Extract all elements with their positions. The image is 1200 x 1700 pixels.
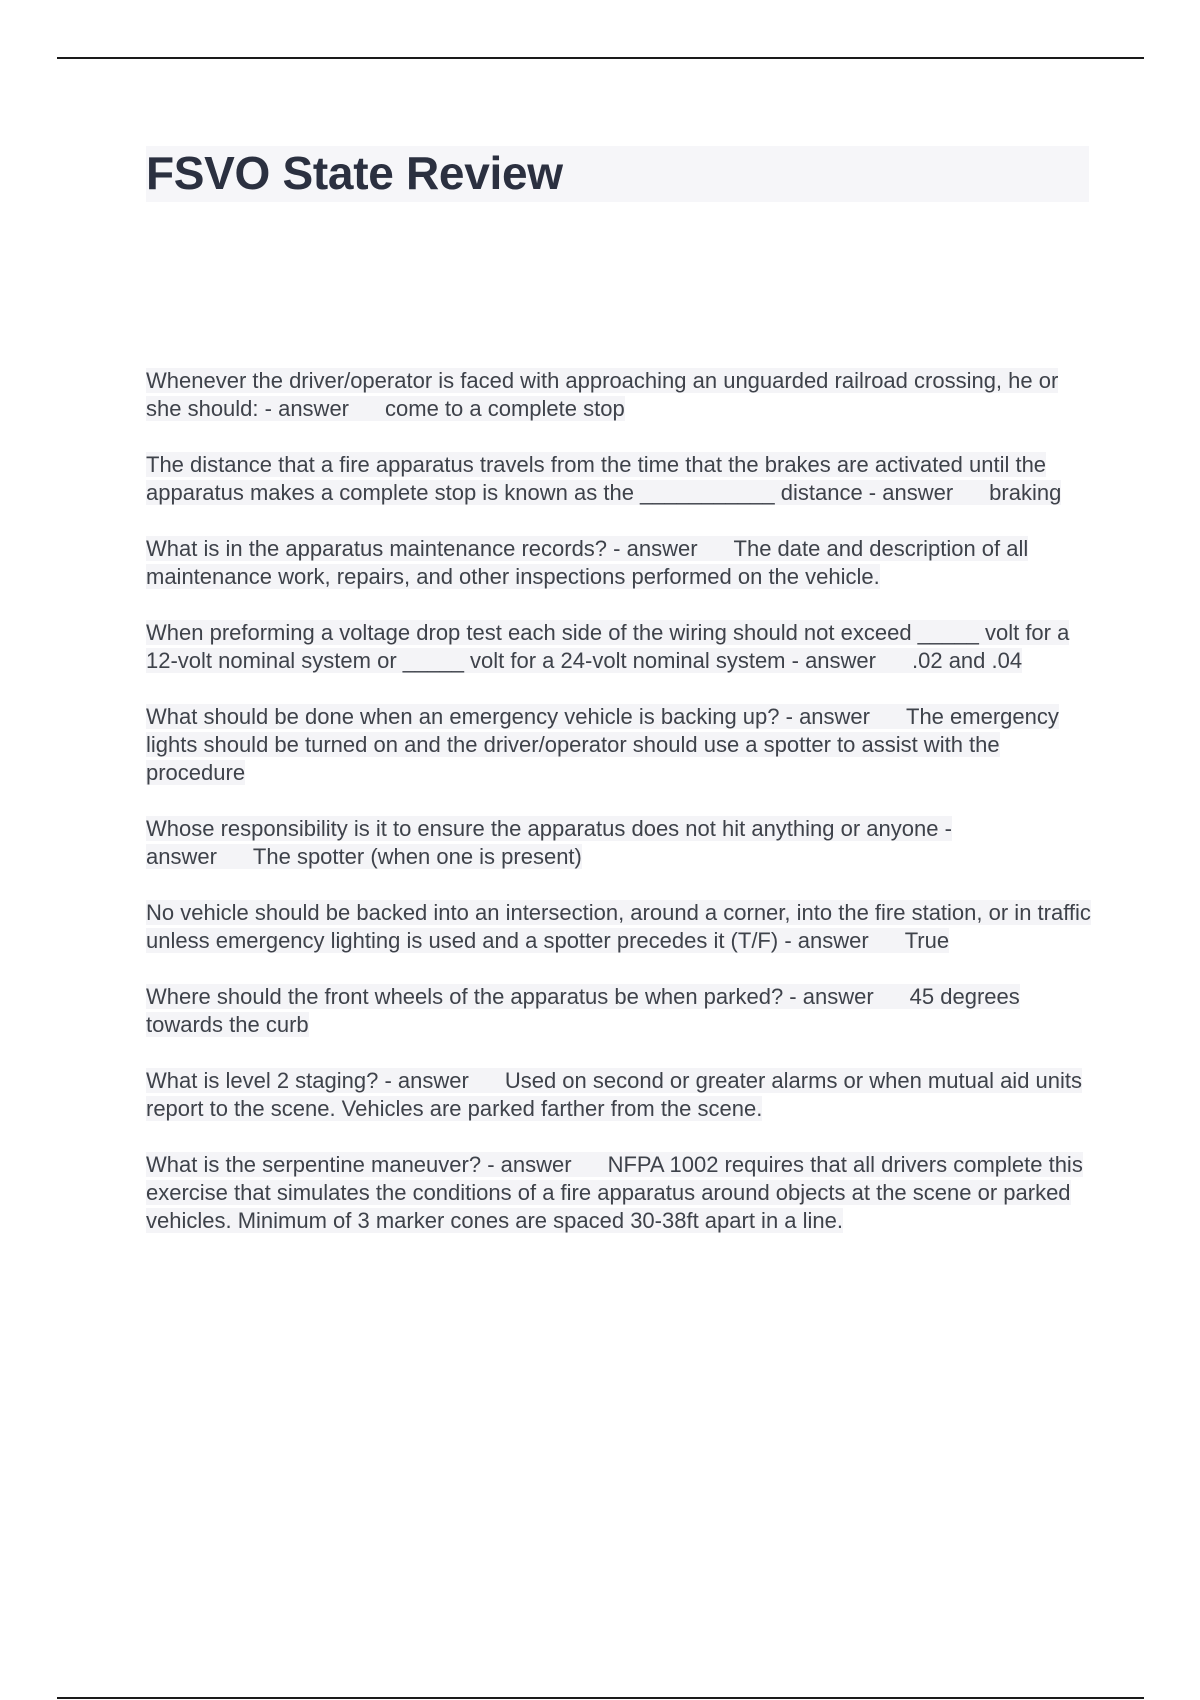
- answer-marker: - answer: [258, 396, 350, 421]
- question-text: What should be done when an emergency vehicle is backing up?: [146, 704, 780, 729]
- qa-item-3: [146, 535, 1096, 591]
- answer-marker: - answer: [378, 1068, 469, 1093]
- question-text: Whenever the driver/operator is faced with approaching an unguarded railroad crossing, he or she should:: [146, 368, 1059, 421]
- qa-item-4: [146, 619, 1096, 675]
- answer-text: NFPA 1002 requires that all drivers complete this exercise that simulates the conditions of a fire apparatus around objects at the scene or parked vehicles. Minimum of 3 marker cones are spaced 30-38ft apart in a line.: [146, 1152, 1083, 1233]
- answer-marker: - answer: [146, 816, 952, 869]
- answer-marker: - answer: [779, 704, 870, 729]
- bottom-rule: [57, 1697, 1144, 1699]
- qa-item-2: [146, 451, 1096, 507]
- question-text: Where should the front wheels of the apparatus be when parked?: [146, 984, 784, 1009]
- answer-marker: - answer: [778, 928, 869, 953]
- answer-text: 45 degrees towards the curb: [146, 984, 1020, 1037]
- answer-text: .02 and .04: [876, 648, 1022, 673]
- answer-marker: - answer: [607, 536, 698, 561]
- answer-text: Used on second or greater alarms or when mutual aid units report to the scene. Vehicles are parked farther from the scene.: [146, 1068, 1083, 1121]
- question-text: What is the serpentine maneuver?: [146, 1152, 482, 1177]
- answer-text: The date and description of all maintenance work, repairs, and other inspections performed on the vehicle.: [146, 536, 1029, 589]
- question-text: What is level 2 staging?: [146, 1068, 379, 1093]
- question-text: The distance that a fire apparatus travels from the time that the brakes are activated until the apparatus makes a complete stop is known as the ___________ distance: [146, 452, 1047, 505]
- answer-text: The emergency lights should be turned on and the driver/operator should use a spotter to assist with the procedure: [146, 704, 1059, 785]
- answer-marker: - answer: [785, 648, 876, 673]
- answer-marker: - answer: [783, 984, 874, 1009]
- qa-list: [146, 367, 1096, 1263]
- qa-item-1: [146, 367, 1096, 423]
- question-text: When preforming a voltage drop test each side of the wiring should not exceed _____ volt for a 12-volt nominal system or _____ volt for a 24-volt nominal system: [146, 620, 1070, 673]
- question-text: Whose responsibility is it to ensure the apparatus does not hit anything or anyone: [146, 816, 939, 841]
- qa-item-9: [146, 1067, 1096, 1123]
- qa-item-5: [146, 703, 1096, 787]
- question-text: What is in the apparatus maintenance records?: [146, 536, 608, 561]
- qa-item-8: [146, 983, 1096, 1039]
- answer-marker: - answer: [862, 480, 954, 505]
- qa-item-6: [146, 815, 1096, 871]
- question-text: No vehicle should be backed into an intersection, around a corner, into the fire station, or in traffic unless emergency lighting is used and a spotter precedes it (T/F): [146, 900, 1091, 953]
- qa-item-10: [146, 1151, 1096, 1235]
- answer-text: come to a complete stop: [349, 396, 625, 421]
- answer-text: braking: [953, 480, 1061, 505]
- answer-marker: - answer: [481, 1152, 572, 1177]
- qa-item-7: [146, 899, 1096, 955]
- top-rule: [57, 57, 1144, 59]
- answer-text: True: [869, 928, 949, 953]
- answer-text: The spotter (when one is present): [217, 844, 582, 869]
- page-title: FSVO State Review: [146, 147, 563, 199]
